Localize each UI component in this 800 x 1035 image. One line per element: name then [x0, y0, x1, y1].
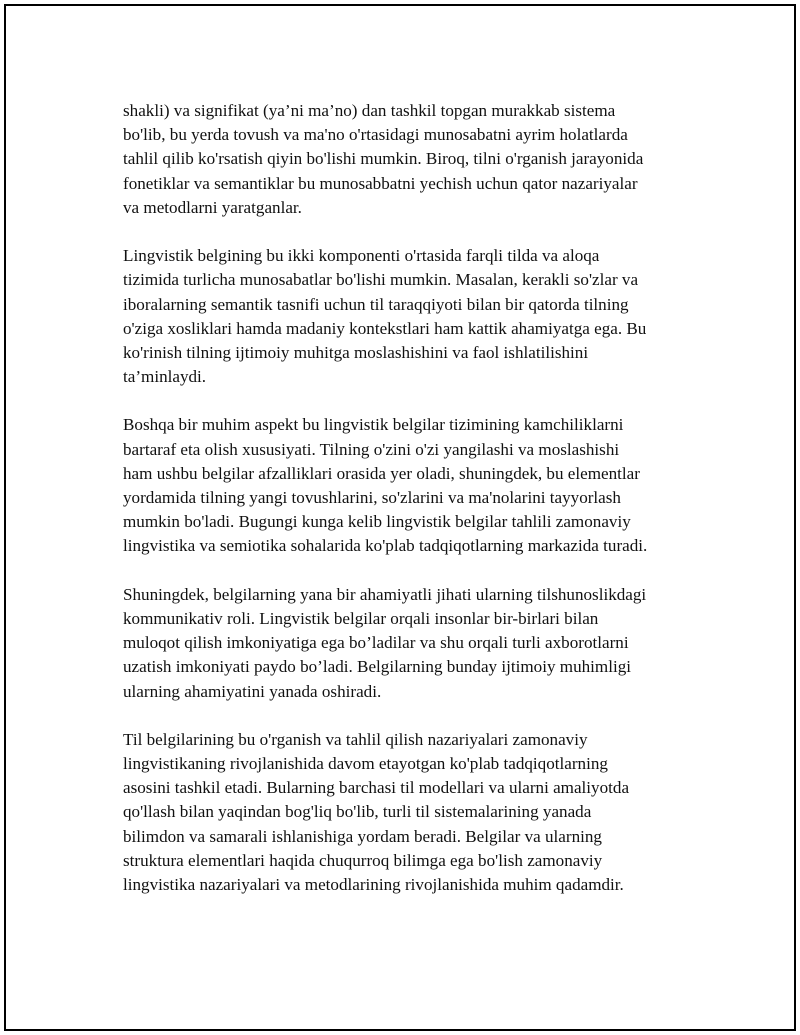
text-line: uzatish imkoniyati paydo bo’ladi. Belgilarning bunday ijtimoiy muhimligi	[123, 657, 632, 677]
text-line: ham ushbu belgilar afzalliklari orasida yer oladi, shuningdek, bu elementlar	[123, 463, 640, 483]
text-line: iboralarning semantik tasnifi uchun til taraqqiyoti bilan bir qatorda tilning	[123, 294, 629, 314]
text-line: bilimdon va samarali ishlanishiga yordam beradi. Belgilar va ularning	[123, 826, 602, 846]
document-body	[123, 99, 703, 921]
text-line: mumkin bo'ladi. Bugungi kunga kelib lingvistik belgilar tahlili zamonaviy	[123, 512, 631, 532]
text-line: Til belgilarining bu o'rganish va tahlil qilish nazariyalari zamonaviy	[123, 729, 588, 749]
page-frame	[4, 4, 796, 1031]
text-line: bo'lib, bu yerda tovush va ma'no o'rtasidagi munosabatni ayrim holatlarda	[123, 125, 628, 145]
text-line: tahlil qilib ko'rsatish qiyin bo'lishi mumkin. Biroq, tilni o'rganish jarayonida	[123, 149, 644, 169]
text-line: tizimida turlicha munosabatlar bo'lishi mumkin. Masalan, kerakli so'zlar va	[123, 270, 639, 290]
text-line: qo'llash bilan yaqindan bog'liq bo'lib, turli til sistemalarining yanada	[123, 802, 592, 822]
text-line: ko'rinish tilning ijtimoiy muhitga moslashishini va faol ishlatilishini	[123, 342, 589, 362]
paragraph-4	[123, 583, 703, 704]
text-line: yordamida tilning yangi tovushlarini, so'zlarini va ma'nolarini tayyorlash	[123, 488, 621, 507]
text-line: muloqot qilish imkoniyatiga ega bo’ladilar va shu orqali turli axborotlarni	[123, 633, 629, 653]
paragraph-5	[123, 728, 703, 897]
paragraph-2	[123, 244, 703, 389]
text-line: kommunikativ roli. Lingvistik belgilar orqali insonlar bir-birlari bilan	[123, 608, 599, 628]
text-line: shakli) va signifikat (ya’ni ma’no) dan tashkil topgan murakkab sistema	[123, 101, 616, 120]
text-line: o'ziga xosliklari hamda madaniy kontekstlari ham kattik ahamiyatga ega. Bu	[123, 318, 647, 338]
text-line: Boshqa bir muhim aspekt bu lingvistik belgilar tizimining kamchiliklarni	[123, 415, 624, 435]
text-line: ta’minlaydi.	[123, 367, 207, 387]
text-line: lingvistikaning rivojlanishida davom etayotgan ko'plab tadqiqotlarning	[123, 754, 608, 774]
text-line: Shuningdek, belgilarning yana bir ahamiyatli jihati ularning tilshunoslikdagi	[123, 584, 647, 604]
text-line: lingvistika nazariyalari va metodlarining rivojlanishida muhim qadamdir.	[123, 875, 624, 894]
text-line: va metodlarni yaratganlar.	[123, 197, 302, 217]
text-line: asosini tashkil etadi. Bularning barchasi til modellari va ularni amaliyotda	[123, 778, 630, 798]
text-line: fonetiklar va semantiklar bu munosabbatni yechish uchun qator nazariyalar	[123, 173, 638, 193]
text-line: lingvistika va semiotika sohalarida ko'plab tadqiqotlarning markazida turadi.	[123, 536, 648, 556]
paragraph-1	[123, 99, 703, 220]
text-line: Lingvistik belgining bu ikki komponenti o'rtasida farqli tilda va aloqa	[123, 246, 600, 266]
paragraph-3	[123, 413, 703, 558]
text-line: bartaraf eta olish xususiyati. Tilning o'zini o'zi yangilashi va moslashishi	[123, 439, 620, 459]
text-line: ularning ahamiyatini yanada oshiradi.	[123, 681, 382, 701]
text-line: struktura elementlari haqida chuqurroq bilimga ega bo'lish zamonaviy	[123, 850, 603, 870]
